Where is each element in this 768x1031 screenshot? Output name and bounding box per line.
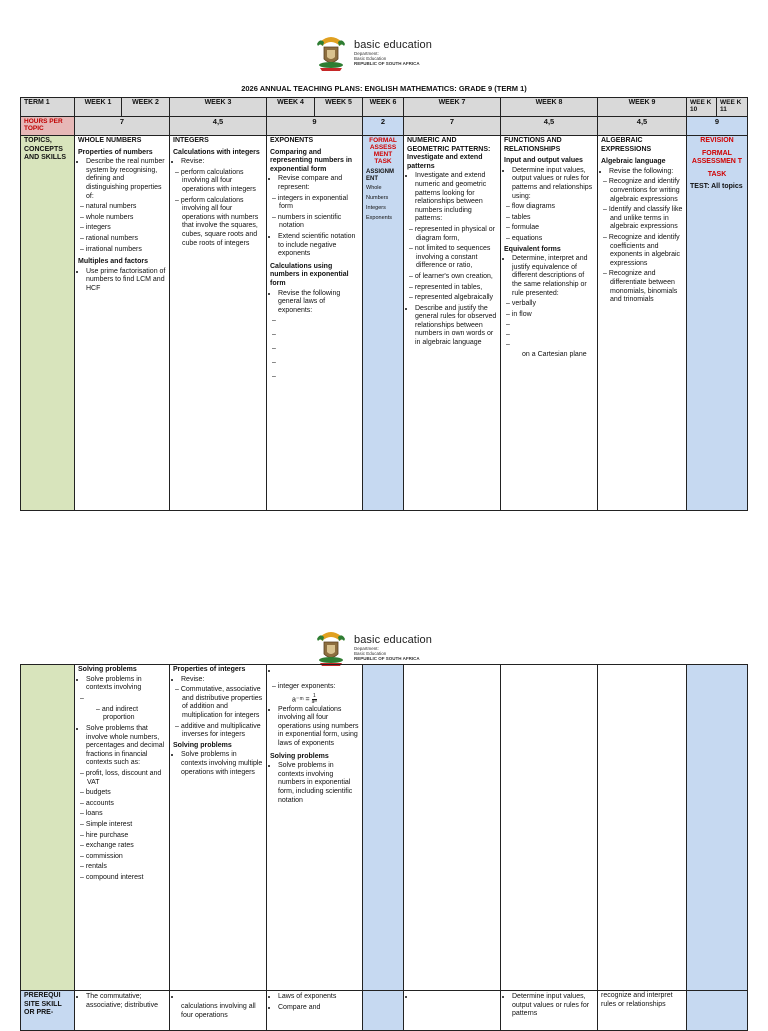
hours-functions: 4,5 (501, 117, 598, 136)
list-item: – perform calculations involving all four operations with numbers that involve the squares, cubes, square roots and cube roots of integers (182, 197, 263, 249)
list-item: – equations (513, 235, 594, 244)
header-term: TERM 1 (21, 98, 75, 117)
header-week8: WEEK 8 (501, 98, 598, 117)
document-title: 2026 ANNUAL TEACHING PLANS: ENGLISH MATHEMATICS: GRADE 9 (TERM 1) (241, 84, 527, 93)
topics-row (21, 136, 748, 511)
functions-sub2: Equivalent forms (504, 245, 561, 253)
formal-topic: Integers (366, 205, 386, 211)
prereq-algebraic-cell: recognize and interpret rules or relationships (598, 991, 687, 1031)
prereq-c3 (181, 993, 263, 1001)
list-item (513, 341, 594, 349)
prereq-row (21, 991, 748, 1031)
list-item: – of learner's own creation, (416, 273, 497, 282)
whole-desc: • Describe the real number system by recognising, defining and distinguishing properties of: (86, 158, 166, 201)
logo-name: basic education (354, 633, 432, 646)
exponents-title: EXPONENTS (270, 137, 314, 144)
solving-d2: and indirect proportion (101, 705, 139, 722)
list-item: – represented algebraically (416, 294, 497, 303)
header-week6: WEEK 6 (363, 98, 404, 117)
exponents-cont-cell (267, 665, 363, 991)
algebraic-cont-cell (598, 665, 687, 991)
prereq-assessment-cell (363, 991, 404, 1031)
functions-cont-cell (501, 665, 598, 991)
list-item: – not limited to sequences involving a constant difference or ratio, (416, 245, 497, 271)
prereq-exponents-cell (267, 991, 363, 1031)
algebraic-sub: Algebraic language (601, 158, 666, 166)
hours-revision: 9 (687, 117, 748, 136)
prereq-integers-cell (170, 991, 267, 1031)
exp2-b2: • Solve problems in contexts involving numbers in exponential form, including scientific notation (278, 762, 359, 805)
frac-num: 1 (313, 692, 316, 699)
logo-sub3: REPUBLIC OF SOUTH AFRICA (354, 655, 420, 661)
list-item (279, 345, 359, 357)
logo-sub1: Department: (354, 645, 379, 651)
list-item: – accounts (87, 800, 166, 809)
list-item (87, 706, 166, 723)
functions-b1: • Determine input values, output values or rules for patterns and relationships using: (512, 167, 594, 201)
prereq-c6 (415, 993, 497, 1001)
props-b2: • Solve problems in contexts involving multiple operations with integers (181, 751, 263, 777)
formula-lhs: a⁻ᵐ = (292, 695, 310, 703)
whole-sub2: Multiples and factors (78, 258, 149, 266)
prereq-patterns-cell (404, 991, 501, 1031)
logo-sub2: Basic Education (354, 650, 387, 656)
list-item: – exchange rates (87, 842, 166, 851)
functions-cartesian: on a Cartesian plane (522, 351, 587, 359)
list-item: – Commutative, associative and distributive properties of addition and multiplication for integers (182, 686, 263, 720)
prereq-c1: • The commutative; associative; distributive (86, 993, 166, 1010)
functions-b2: • Determine, interpret and justify equivalence of different descriptions of the same relationship or rule presented: (512, 255, 594, 298)
list-item: – whole numbers (87, 214, 166, 223)
topics-label: TOPICS, CONCEPTS AND SKILLS (21, 136, 75, 511)
list-item (279, 331, 359, 343)
list-item: – tables (513, 214, 594, 223)
revision-formal: FORMAL ASSESSMEN T (691, 149, 743, 166)
list-item: – Identify and classify like and unlike terms in algebraic expressions (610, 206, 683, 232)
numeric-patterns-cell (404, 136, 501, 511)
list-item: – formulae (513, 224, 594, 233)
list-item: – represented in tables, (416, 284, 497, 293)
continuation-row (21, 665, 748, 991)
header-week10: WEE K 10 (687, 98, 717, 117)
teaching-plan-table (20, 97, 748, 511)
whole-numbers-cell (75, 136, 170, 511)
algebraic-title: ALGEBRAIC EXPRESSIONS (601, 137, 652, 153)
list-item: – integers in exponential form (279, 195, 359, 212)
list-item: – hire purchase (87, 832, 166, 841)
numeric-b1: • Investigate and extend numeric and geometric patterns looking for relationships between numbers including patterns: (415, 172, 497, 224)
integers-sub: Calculations with integers (173, 148, 260, 156)
revision-cell (687, 136, 748, 511)
prereq-whole-cell (75, 991, 170, 1031)
exp2-sub2: Solving problems (270, 752, 329, 760)
hours-label: HOURS PER TOPIC (21, 117, 75, 136)
exponents-sub: Comparing and representing numbers in exponential form (270, 148, 353, 173)
list-item (87, 695, 166, 704)
algebraic-b1: • Revise the following: (609, 168, 683, 177)
coat-of-arms-icon (314, 32, 348, 72)
exponents-sub2: Calculations using numbers in exponential form (270, 262, 349, 287)
exp2-formula (270, 694, 359, 705)
list-item: – commission (87, 853, 166, 862)
list-item: – budgets (87, 789, 166, 798)
header-week4: WEEK 4 (267, 98, 315, 117)
list-item (513, 331, 594, 339)
functions-sub: Input and output values (504, 157, 583, 165)
header-week3: WEEK 3 (170, 98, 267, 117)
dbe-logo-2 (314, 627, 432, 667)
exp2-bullet0 (278, 667, 359, 681)
formal-topic: Exponents (366, 215, 392, 221)
list-item: – irrational numbers (87, 246, 166, 255)
whole-sub: Properties of numbers (78, 148, 153, 156)
list-item: – flow diagrams (513, 203, 594, 212)
exponents-b2: • Extend scientific notation to include negative exponents (278, 233, 359, 259)
whole-desc2: • Use prime factorisation of numbers to find LCM and HCF (86, 268, 166, 294)
list-item: – Simple interest (87, 821, 166, 830)
hours-algebraic: 4,5 (598, 117, 687, 136)
header-week2: WEEK 2 (122, 98, 170, 117)
formal-topic: Whole (366, 185, 382, 191)
list-item: – profit, loss, discount and VAT (87, 770, 166, 787)
assessment-cont-cell (363, 665, 404, 991)
exp2-b1: • Perform calculations involving all four operations using numbers in exponential form, using laws of exponents (278, 706, 359, 749)
list-item (279, 373, 359, 385)
frac-den: aᵐ (311, 698, 318, 705)
continuation-label (21, 665, 75, 991)
list-item: – verbally (513, 300, 594, 309)
revision-task: TASK (707, 170, 727, 178)
hours-assessment: 2 (363, 117, 404, 136)
list-item: – Recognize and identify coefficients and exponents in algebraic expressions (610, 234, 683, 268)
coat-of-arms-icon (314, 627, 348, 667)
header-week5: WEEK 5 (315, 98, 363, 117)
exponents-b1: • Revise compare and represent: (278, 175, 359, 192)
logo-sub2: Basic Education (354, 55, 387, 61)
teaching-plan-table-2 (20, 664, 748, 1031)
prereq-c3-text: calculations involving all four operations (181, 1003, 256, 1019)
list-item: – Recognize and differentiate between monomials, binomials and trinomials (610, 270, 683, 304)
props-title: Properties of integers (173, 666, 246, 673)
list-item: – additive and multiplicative inverses for integers (182, 723, 263, 740)
prereq-revision-cell (687, 991, 748, 1031)
list-item: – natural numbers (87, 203, 166, 212)
list-item: – rational numbers (87, 235, 166, 244)
properties-integers-cell (170, 665, 267, 991)
list-item: – loans (87, 810, 166, 819)
integers-cell (170, 136, 267, 511)
solving-b1: • Solve problems in contexts involving (86, 676, 166, 693)
exponents-b3: • Revise the following general laws of exponents: (278, 290, 359, 316)
algebraic-cell (598, 136, 687, 511)
formal-assessment-cell (363, 136, 404, 511)
list-item (279, 359, 359, 371)
prereq-functions-cell (501, 991, 598, 1031)
numeric-b2: • Describe and justify the general rules for observed relationships between numbers in own words or in algebraic language (415, 305, 497, 348)
list-item (279, 317, 359, 329)
numeric-title: NUMERIC AND GEOMETRIC PATTERNS: (407, 137, 491, 153)
hours-integers: 4,5 (170, 117, 267, 136)
numeric-sub: Investigate and extend patterns (407, 154, 483, 170)
formal-assignment: ASSIGNM ENT (366, 169, 395, 182)
exponents-cell (267, 136, 363, 511)
list-item: – numbers in scientific notation (279, 214, 359, 231)
patterns-cont-cell (404, 665, 501, 991)
hours-row (21, 117, 748, 136)
prereq-c4a: • Laws of exponents (278, 993, 359, 1002)
whole-title: WHOLE NUMBERS (78, 137, 142, 144)
formal-topic: Numbers (366, 195, 389, 201)
list-item: – compound interest (87, 874, 166, 883)
dbe-logo (314, 32, 432, 72)
logo-sub1: Department: (354, 50, 379, 56)
header-week1: WEEK 1 (75, 98, 122, 117)
formal-title: FORMAL ASSESS MENT TASK (369, 137, 397, 165)
header-row (21, 98, 748, 117)
props-sub2: Solving problems (173, 741, 232, 749)
integers-title: INTEGERS (173, 137, 209, 144)
formula-fraction (312, 694, 318, 705)
list-item: – in flow (513, 311, 594, 320)
list-item: – rentals (87, 863, 166, 872)
hours-exponents: 9 (267, 117, 363, 136)
revision-test: TEST: All topics (690, 183, 743, 191)
header-week11: WEE K 11 (717, 98, 748, 117)
list-item: – perform calculations involving all four operations with integers (182, 169, 263, 195)
functions-title: FUNCTIONS AND RELATIONSHIPS (504, 137, 562, 153)
list-item: – Recognize and identify conventions for writing algebraic expressions (610, 178, 683, 204)
prereq-c4b: • Compare and (278, 1004, 359, 1013)
revision-label: REVISION (700, 137, 734, 144)
list-item (513, 321, 594, 329)
header-week7: WEEK 7 (404, 98, 501, 117)
solving-b2: • Solve problems that involve whole numbers, percentages and decimal fractions in financial contexts such as: (86, 725, 166, 768)
list-item: – represented in physical or diagram form, (416, 226, 497, 243)
prereq-c8: • Determine input values, output values or rules for patterns (512, 993, 594, 1019)
prereq-label: PREREQUI SITE SKILL OR PRE- (21, 991, 75, 1031)
hours-whole-numbers: 7 (75, 117, 170, 136)
list-item: – integers (87, 224, 166, 233)
functions-cell (501, 136, 598, 511)
solving-title: Solving problems (78, 666, 137, 673)
logo-name: basic education (354, 38, 432, 51)
solving-problems-cell (75, 665, 170, 991)
exp2-dash1: – integer exponents: (279, 683, 359, 692)
logo-sub3: REPUBLIC OF SOUTH AFRICA (354, 60, 420, 66)
props-revise: • Revise: (181, 676, 263, 685)
hours-patterns: 7 (404, 117, 501, 136)
integers-revise: • Revise: (181, 158, 263, 167)
revision-cont-cell (687, 665, 748, 991)
header-week9: WEEK 9 (598, 98, 687, 117)
